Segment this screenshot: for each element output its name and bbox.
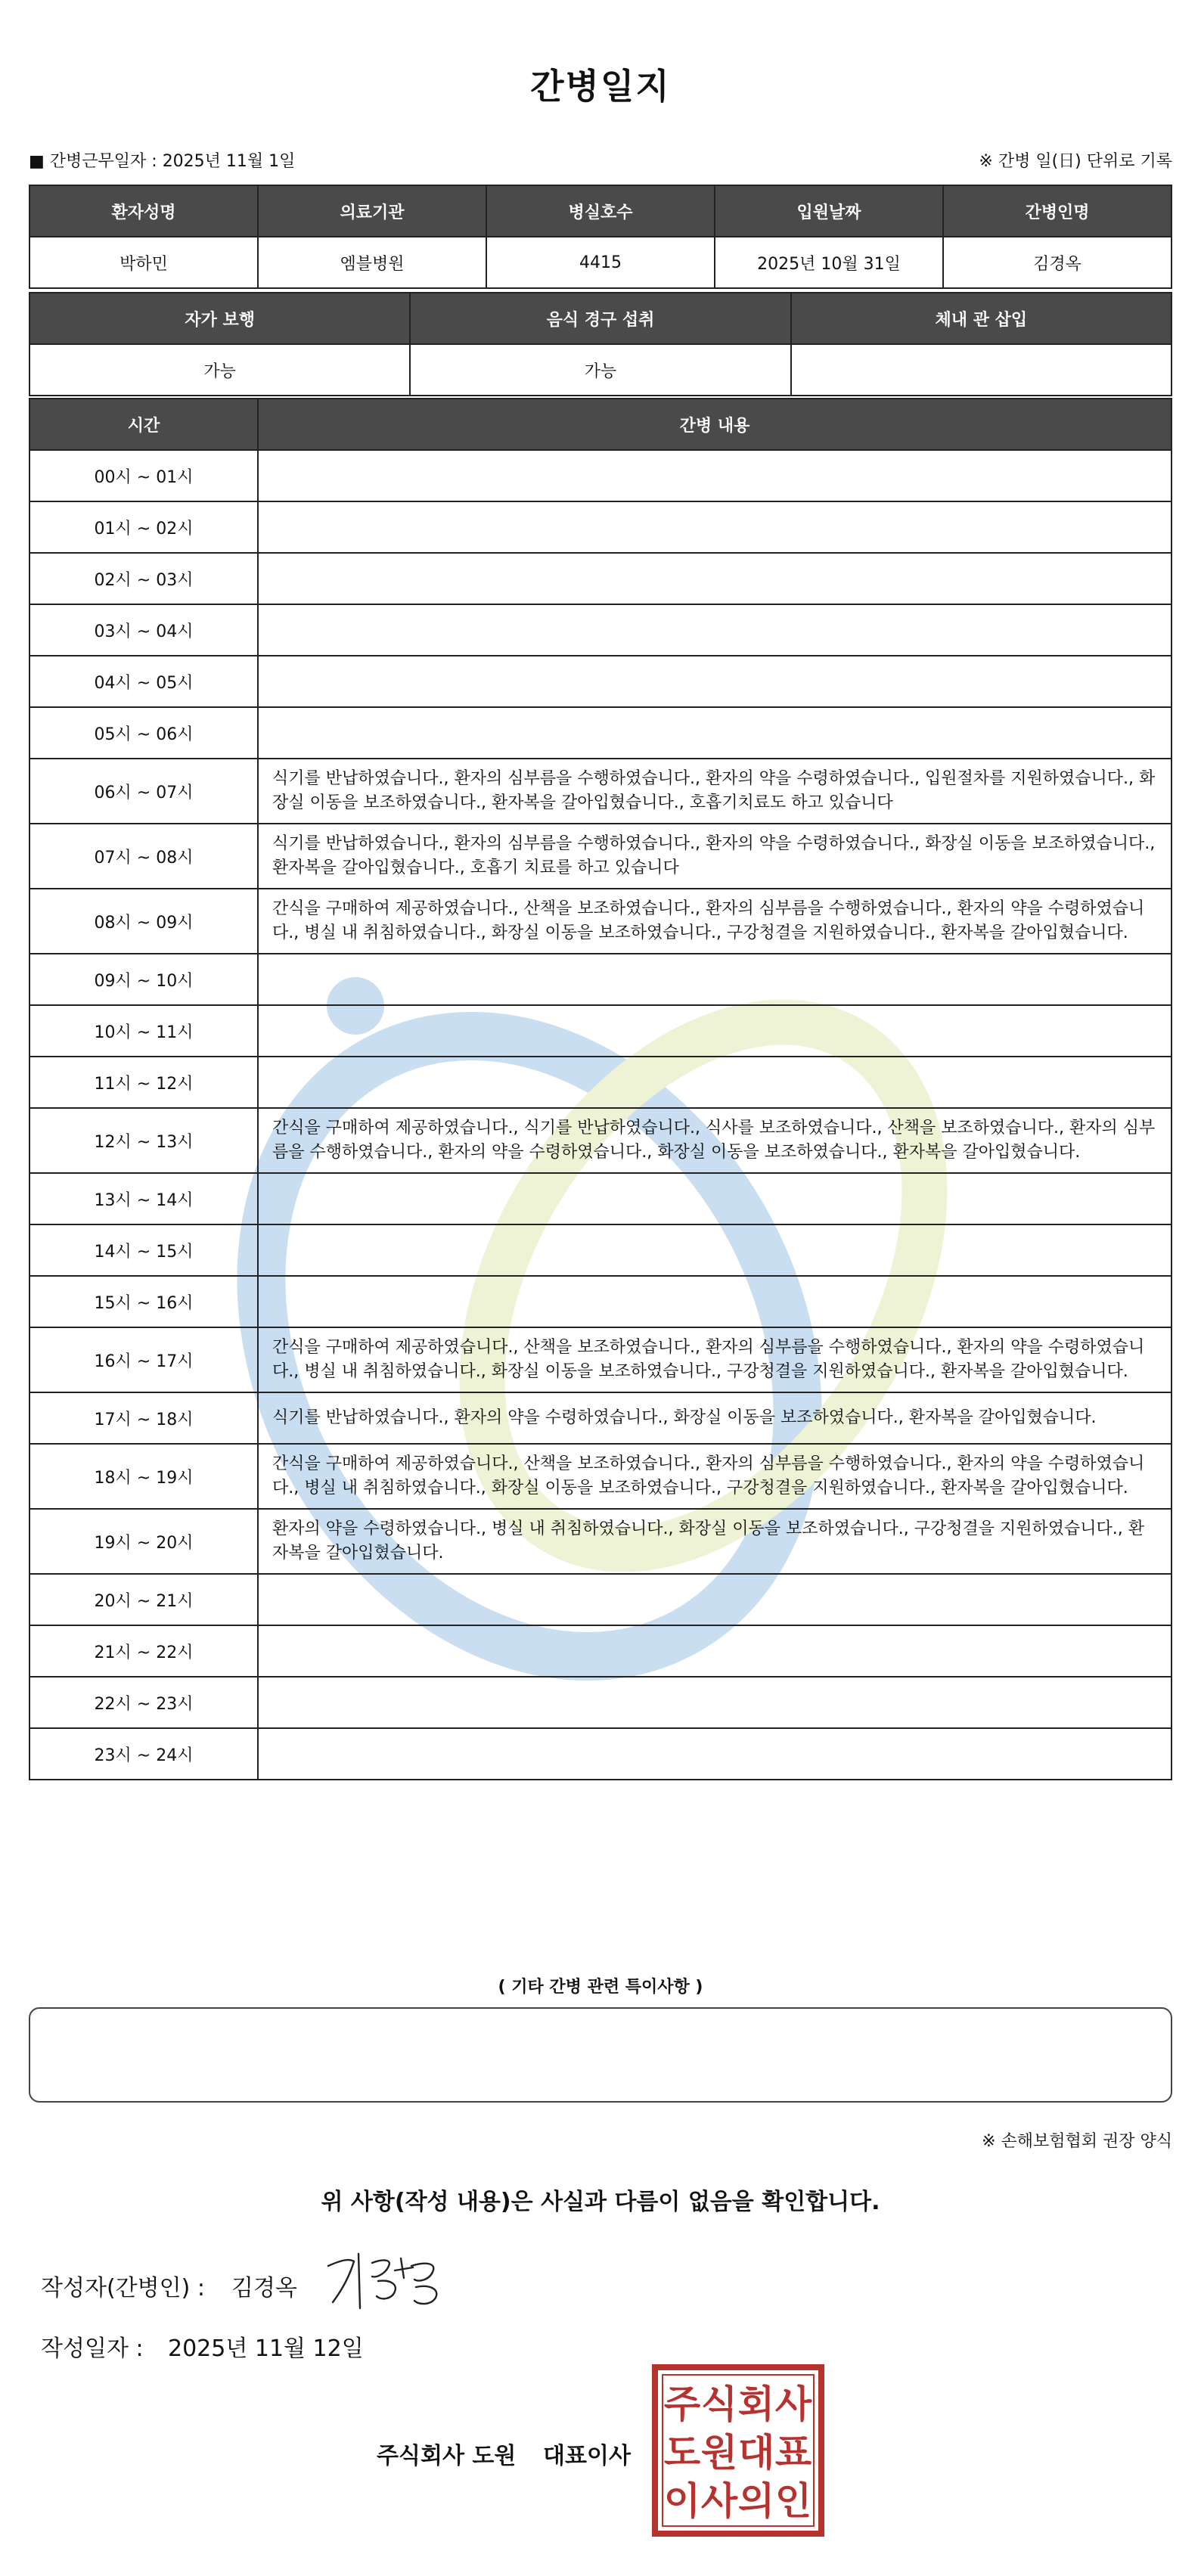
self-walking: 가능 [29, 344, 410, 396]
log-content: 식기를 반납하였습니다., 환자의 약을 수령하였습니다., 화장실 이동을 보조하였습니다., 환자복을 갈아입혔습니다. [258, 1392, 1172, 1444]
log-row [29, 1392, 1172, 1444]
header-time: 시간 [29, 399, 258, 450]
log-content [258, 1677, 1172, 1728]
log-row [29, 1005, 1172, 1057]
log-content [258, 450, 1172, 501]
log-time: 13시 ~ 14시 [29, 1173, 258, 1224]
log-content: 간식을 구매하여 제공하였습니다., 산책을 보조하였습니다., 환자의 심부름을 수행하였습니다., 환자의 약을 수령하였습니다., 병실 내 취침하였습니다., 화장실 이동을 보조하였습니다., 구강청결을 지원하였습니다., 환자복을 갈아입혔습니다. [258, 1444, 1172, 1509]
log-row [29, 450, 1172, 501]
header-oral-intake: 음식 경구 섭취 [410, 293, 790, 344]
log-row [29, 1509, 1172, 1574]
log-content [258, 1224, 1172, 1276]
log-content [258, 707, 1172, 759]
log-content [258, 954, 1172, 1005]
log-time: 11시 ~ 12시 [29, 1057, 258, 1108]
seal-char: 표 [774, 2431, 812, 2475]
log-row [29, 707, 1172, 759]
seal-char: 인 [774, 2479, 812, 2523]
unit-note: ※ 간병 일(日) 단위로 기록 [979, 152, 1172, 171]
log-content [258, 1057, 1172, 1108]
log-time: 17시 ~ 18시 [29, 1392, 258, 1444]
log-content: 간식을 구매하여 제공하였습니다., 산책을 보조하였습니다., 환자의 심부름을 수행하였습니다., 환자의 약을 수령하였습니다., 병실 내 취침하였습니다., 화장실 이동을 보조하였습니다., 구강청결을 지원하였습니다., 환자복을 갈아입혔습니다. [258, 1327, 1172, 1392]
seal-char: 도 [663, 2431, 701, 2475]
log-row [29, 759, 1172, 824]
log-content [258, 604, 1172, 656]
room-number: 4415 [486, 237, 715, 288]
patient-info-table [29, 185, 1172, 289]
company-seal-stamp [652, 2364, 824, 2537]
log-row [29, 1057, 1172, 1108]
header-self-walking: 자가 보행 [29, 293, 410, 344]
log-row [29, 954, 1172, 1005]
work-date: ■ 간병근무일자 : 2025년 11월 1일 [29, 152, 296, 171]
remarks-title: ( 기타 간병 관련 특이사항 ) [498, 1978, 703, 1997]
log-time: 15시 ~ 16시 [29, 1276, 258, 1327]
log-row [29, 1276, 1172, 1327]
log-time: 20시 ~ 21시 [29, 1574, 258, 1625]
seal-char: 의 [737, 2479, 775, 2523]
log-row [29, 889, 1172, 954]
log-content [258, 1173, 1172, 1224]
oral-intake: 가능 [410, 344, 790, 396]
header-hospital: 의료기관 [258, 185, 486, 237]
patient-status-table [29, 292, 1172, 396]
log-time: 16시 ~ 17시 [29, 1327, 258, 1392]
seal-char: 사 [774, 2382, 812, 2426]
log-content: 환자의 약을 수령하였습니다., 병실 내 취침하였습니다., 화장실 이동을 보조하였습니다., 구강청결을 지원하였습니다., 환자복을 갈아입혔습니다. [258, 1509, 1172, 1574]
log-row [29, 824, 1172, 889]
caregiver-name: 김경옥 [943, 237, 1172, 288]
page-title: 간병일지 [530, 66, 671, 107]
seal-char: 식 [700, 2382, 738, 2426]
header-caregiver: 간병인명 [943, 185, 1172, 237]
hospital: 엠블병원 [258, 237, 486, 288]
log-time: 22시 ~ 23시 [29, 1677, 258, 1728]
log-row [29, 604, 1172, 656]
seal-char: 대 [737, 2431, 775, 2475]
log-content [258, 501, 1172, 553]
signature-image [319, 2243, 448, 2311]
log-time: 23시 ~ 24시 [29, 1728, 258, 1780]
log-row [29, 553, 1172, 604]
log-time: 02시 ~ 03시 [29, 553, 258, 604]
log-row [29, 1108, 1172, 1173]
header-admission-date: 입원날짜 [715, 185, 943, 237]
log-time: 14시 ~ 15시 [29, 1224, 258, 1276]
company-title: 대표이사 [543, 2443, 631, 2469]
log-time: 00시 ~ 01시 [29, 450, 258, 501]
log-row [29, 1728, 1172, 1780]
log-row [29, 501, 1172, 553]
log-time: 10시 ~ 11시 [29, 1005, 258, 1057]
log-content [258, 1005, 1172, 1057]
log-row [29, 1574, 1172, 1625]
header-patient-name: 환자성명 [29, 185, 258, 237]
log-time: 08시 ~ 09시 [29, 889, 258, 954]
log-row [29, 1625, 1172, 1677]
remarks-box [29, 2007, 1172, 2103]
writer-name: 김경옥 [231, 2275, 297, 2301]
log-content [258, 656, 1172, 707]
write-date-label: 작성일자 : [41, 2335, 144, 2362]
company-name: 주식회사 도원 [377, 2443, 517, 2469]
log-content [258, 1625, 1172, 1677]
log-content [258, 1574, 1172, 1625]
log-time: 07시 ~ 08시 [29, 824, 258, 889]
seal-char: 사 [700, 2479, 738, 2523]
log-row [29, 1444, 1172, 1509]
log-content: 간식을 구매하여 제공하였습니다., 식기를 반납하였습니다., 식사를 보조하였습니다., 산책을 보조하였습니다., 환자의 심부름을 수행하였습니다., 환자의 약을 수령하였습니다., 화장실 이동을 보조하였습니다., 환자복을 갈아입혔습니다. [258, 1108, 1172, 1173]
log-time: 12시 ~ 13시 [29, 1108, 258, 1173]
log-content: 식기를 반납하였습니다., 환자의 심부름을 수행하였습니다., 환자의 약을 수령하였습니다., 입원절차를 지원하였습니다., 화장실 이동을 보조하였습니다., 환자복을 갈아입혔습니다., 호흡기치료도 하고 있습니다 [258, 759, 1172, 824]
log-time: 06시 ~ 07시 [29, 759, 258, 824]
insurance-note: ※ 손해보험협회 권장 양식 [982, 2132, 1172, 2151]
confirmation-statement: 위 사항(작성 내용)은 사실과 다름이 없음을 확인합니다. [321, 2189, 880, 2215]
log-content: 간식을 구매하여 제공하였습니다., 산책을 보조하였습니다., 환자의 심부름을 수행하였습니다., 환자의 약을 수령하였습니다., 병실 내 취침하였습니다., 화장실 이동을 보조하였습니다., 구강청결을 지원하였습니다., 환자복을 갈아입혔습니다. [258, 889, 1172, 954]
log-row [29, 656, 1172, 707]
seal-char: 주 [663, 2382, 701, 2426]
header-care-content: 간병 내용 [258, 399, 1172, 450]
log-row [29, 1173, 1172, 1224]
log-time: 01시 ~ 02시 [29, 501, 258, 553]
seal-char: 이 [663, 2479, 701, 2523]
log-row [29, 1224, 1172, 1276]
log-time: 09시 ~ 10시 [29, 954, 258, 1005]
log-row [29, 1327, 1172, 1392]
care-log-table [29, 398, 1172, 1780]
log-time: 03시 ~ 04시 [29, 604, 258, 656]
log-content [258, 1728, 1172, 1780]
writer-label: 작성자(간병인) : [41, 2275, 205, 2301]
log-row [29, 1677, 1172, 1728]
seal-char: 회 [737, 2382, 775, 2426]
seal-char: 원 [700, 2431, 738, 2475]
header-room: 병실호수 [486, 185, 715, 237]
header-tube-insertion: 체내 관 삽입 [791, 293, 1172, 344]
log-time: 21시 ~ 22시 [29, 1625, 258, 1677]
admission-date: 2025년 10월 31일 [715, 237, 943, 288]
tube-insertion [791, 344, 1172, 396]
log-time: 19시 ~ 20시 [29, 1509, 258, 1574]
write-date: 2025년 11월 12일 [168, 2335, 364, 2362]
log-time: 04시 ~ 05시 [29, 656, 258, 707]
log-content [258, 1276, 1172, 1327]
log-content: 식기를 반납하였습니다., 환자의 심부름을 수행하였습니다., 환자의 약을 수령하였습니다., 화장실 이동을 보조하였습니다., 환자복을 갈아입혔습니다., 호흡기 치료를 하고 있습니다 [258, 824, 1172, 889]
patient-name: 박하민 [29, 237, 258, 288]
log-time: 18시 ~ 19시 [29, 1444, 258, 1509]
log-content [258, 553, 1172, 604]
log-time: 05시 ~ 06시 [29, 707, 258, 759]
